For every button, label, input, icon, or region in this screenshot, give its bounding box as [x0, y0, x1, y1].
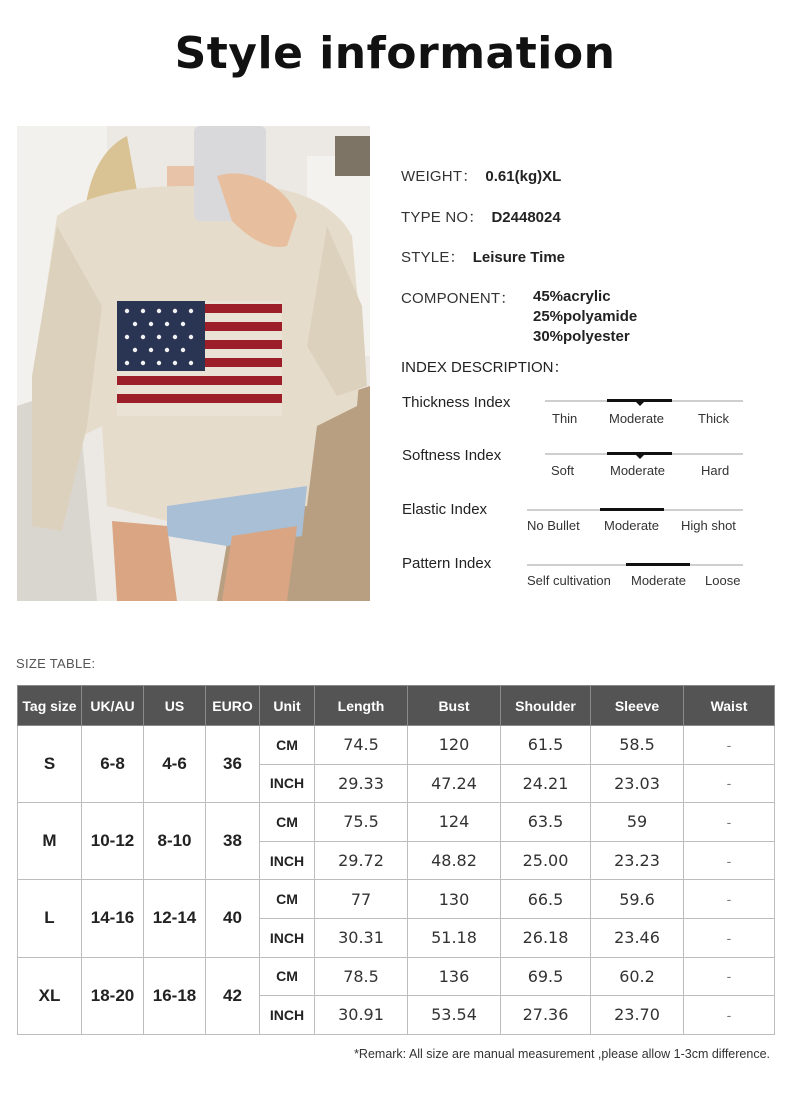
bust-cell: 53.54: [408, 996, 501, 1035]
header-waist: Waist: [684, 686, 775, 726]
length-cell: 77: [315, 880, 408, 919]
elastic-option: High shot: [681, 518, 736, 533]
sleeve-cell: 23.03: [591, 764, 684, 803]
tag-size-cell: XL: [18, 957, 82, 1034]
table-row: [18, 726, 775, 765]
bust-cell: 136: [408, 957, 501, 996]
waist-cell: -: [684, 996, 775, 1035]
sleeve-cell: 60.2: [591, 957, 684, 996]
index-heading: INDEX DESCRIPTION：: [401, 359, 569, 376]
type-value: D2448024: [491, 209, 561, 226]
sleeve-cell: 59: [591, 803, 684, 842]
waist-cell: -: [684, 803, 775, 842]
thickness-index-label: Thickness Index: [402, 394, 511, 411]
tag-size-cell: M: [18, 803, 82, 880]
uk-au-cell: 10-12: [82, 803, 144, 880]
bust-cell: 51.18: [408, 918, 501, 957]
bust-cell: 48.82: [408, 841, 501, 880]
header-sleeve: Sleeve: [591, 686, 684, 726]
length-cell: 30.91: [315, 996, 408, 1035]
elastic-option: No Bullet: [527, 518, 580, 533]
thickness-option: Moderate: [609, 411, 664, 426]
header-length: Length: [315, 686, 408, 726]
unit-cell: INCH: [260, 764, 315, 803]
euro-cell: 42: [206, 957, 260, 1034]
table-row: [18, 803, 775, 842]
shoulder-cell: 27.36: [501, 996, 591, 1035]
style-value: Leisure Time: [472, 249, 565, 266]
style-row: [401, 246, 565, 267]
header-us: US: [144, 686, 206, 726]
style-label: STYLE：: [401, 249, 465, 266]
bust-cell: 47.24: [408, 764, 501, 803]
unit-cell: CM: [260, 803, 315, 842]
uk-au-cell: 6-8: [82, 726, 144, 803]
shoulder-cell: 63.5: [501, 803, 591, 842]
pattern-option: Self cultivation: [527, 573, 611, 588]
shoulder-cell: 66.5: [501, 880, 591, 919]
size-table-heading: SIZE TABLE:: [16, 656, 96, 671]
type-row: [401, 206, 561, 227]
euro-cell: 36: [206, 726, 260, 803]
thickness-option: Thin: [552, 411, 578, 426]
pattern-scale-indicator: [626, 563, 690, 566]
sweater-illustration: [17, 126, 370, 601]
uk-au-cell: 18-20: [82, 957, 144, 1034]
type-label: TYPE NO：: [401, 209, 484, 226]
header-shoulder: Shoulder: [501, 686, 591, 726]
us-cell: 4-6: [144, 726, 206, 803]
length-cell: 78.5: [315, 957, 408, 996]
pattern-option: Moderate: [631, 573, 686, 588]
bust-cell: 130: [408, 880, 501, 919]
pattern-index-label: Pattern Index: [402, 555, 492, 572]
length-cell: 29.72: [315, 841, 408, 880]
waist-cell: -: [684, 957, 775, 996]
waist-cell: -: [684, 918, 775, 957]
euro-cell: 40: [206, 880, 260, 957]
shoulder-cell: 25.00: [501, 841, 591, 880]
us-cell: 16-18: [144, 957, 206, 1034]
component-values: [533, 287, 637, 347]
header-tag-size: Tag size: [18, 686, 82, 726]
softness-scale-pointer: [636, 455, 644, 459]
us-cell: 8-10: [144, 803, 206, 880]
sleeve-cell: 58.5: [591, 726, 684, 765]
header-euro: EURO: [206, 686, 260, 726]
thickness-option: Thick: [698, 411, 730, 426]
weight-label: WEIGHT：: [401, 168, 478, 185]
softness-index-label: Softness Index: [402, 447, 502, 464]
shoulder-cell: 26.18: [501, 918, 591, 957]
component-value: 30%polyester: [533, 328, 630, 345]
unit-cell: INCH: [260, 996, 315, 1035]
table-row: [18, 957, 775, 996]
length-cell: 30.31: [315, 918, 408, 957]
table-row: [18, 880, 775, 919]
weight-value: 0.61(kg)XL: [485, 168, 562, 185]
thickness-scale-pointer: [636, 402, 644, 406]
softness-option: Hard: [701, 463, 730, 478]
softness-option: Soft: [551, 463, 575, 478]
unit-cell: CM: [260, 880, 315, 919]
component-label: COMPONENT：: [401, 290, 516, 307]
length-cell: 75.5: [315, 803, 408, 842]
unit-cell: INCH: [260, 841, 315, 880]
elastic-option: Moderate: [604, 518, 659, 533]
bust-cell: 120: [408, 726, 501, 765]
elastic-scale-indicator: [600, 508, 664, 511]
unit-cell: CM: [260, 726, 315, 765]
softness-option: Moderate: [610, 463, 665, 478]
weight-row: [401, 165, 561, 186]
bust-cell: 124: [408, 803, 501, 842]
waist-cell: -: [684, 841, 775, 880]
component-value: 25%polyamide: [533, 308, 638, 325]
tag-size-cell: L: [18, 880, 82, 957]
uk-au-cell: 14-16: [82, 880, 144, 957]
waist-cell: -: [684, 764, 775, 803]
shoulder-cell: 69.5: [501, 957, 591, 996]
sleeve-cell: 23.70: [591, 996, 684, 1035]
length-cell: 29.33: [315, 764, 408, 803]
euro-cell: 38: [206, 803, 260, 880]
length-cell: 74.5: [315, 726, 408, 765]
waist-cell: -: [684, 880, 775, 919]
component-row: [401, 287, 516, 308]
unit-cell: INCH: [260, 918, 315, 957]
us-cell: 12-14: [144, 880, 206, 957]
shoulder-cell: 61.5: [501, 726, 591, 765]
tag-size-cell: S: [18, 726, 82, 803]
unit-cell: CM: [260, 957, 315, 996]
size-table-header-row: [18, 686, 775, 726]
sleeve-cell: 59.6: [591, 880, 684, 919]
size-table: [17, 685, 775, 1035]
header-bust: Bust: [408, 686, 501, 726]
component-value: 45%acrylic: [533, 288, 611, 305]
waist-cell: -: [684, 726, 775, 765]
product-photo: [17, 126, 370, 601]
header-unit: Unit: [260, 686, 315, 726]
sleeve-cell: 23.23: [591, 841, 684, 880]
elastic-index-label: Elastic Index: [402, 501, 488, 518]
header-uk-au: UK/AU: [82, 686, 144, 726]
pattern-option: Loose: [705, 573, 741, 588]
sleeve-cell: 23.46: [591, 918, 684, 957]
shoulder-cell: 24.21: [501, 764, 591, 803]
remark-note: *Remark: All size are manual measurement ,please allow 1-3cm difference.: [354, 1047, 770, 1061]
page-title: Style information: [174, 28, 616, 79]
